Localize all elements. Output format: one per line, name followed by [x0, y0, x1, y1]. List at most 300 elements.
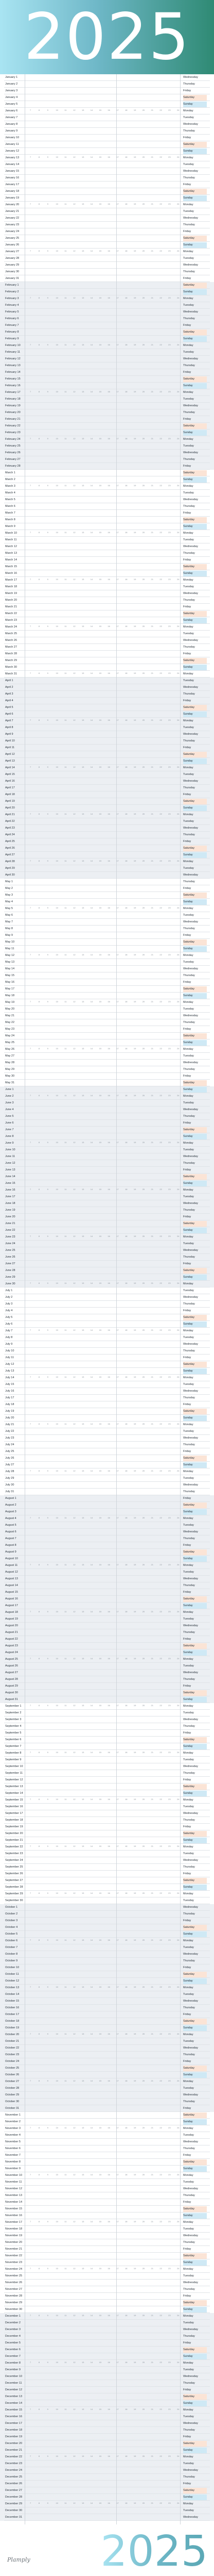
weekday-label: Thursday — [183, 786, 195, 789]
day-date-label: August 28 — [5, 1678, 18, 1681]
day-row — [0, 376, 214, 383]
day-row — [0, 483, 214, 490]
hour-tick: 13 — [81, 906, 84, 909]
weekday-label: Friday — [183, 2154, 191, 2157]
hour-tick: 21 — [151, 813, 153, 815]
hour-tick: 22 — [159, 2502, 162, 2504]
hour-ticks — [30, 2079, 180, 2083]
day-row — [0, 2152, 214, 2159]
hour-tick: 11 — [64, 531, 67, 534]
hour-tick: 15 — [99, 1610, 102, 1613]
hour-tick: 12 — [73, 1094, 76, 1097]
hour-tick: 8 — [38, 906, 40, 909]
day-row — [0, 610, 214, 617]
weekday-label: Friday — [183, 887, 191, 890]
hour-tick: 16 — [108, 437, 110, 440]
day-date-label: December 11 — [5, 2382, 22, 2385]
day-date-label: January 19 — [5, 196, 20, 200]
hour-tick: 21 — [151, 531, 153, 534]
hour-tick: 8 — [38, 296, 40, 299]
day-date-label: July 23 — [5, 1436, 14, 1440]
day-row — [0, 2025, 214, 2032]
weekday-label: Wednesday — [183, 2516, 198, 2519]
hour-tick: 13 — [81, 1516, 84, 1519]
day-date-label: October 22 — [5, 2046, 20, 2050]
hour-tick: 13 — [81, 484, 84, 487]
hour-tick: 24 — [177, 2455, 180, 2457]
weekday-label: Thursday — [183, 505, 195, 508]
day-row — [0, 349, 214, 356]
day-date-label: July 4 — [5, 1309, 13, 1312]
hour-tick: 13 — [81, 1141, 84, 1144]
hour-tick: 10 — [56, 531, 58, 534]
hour-tick: 19 — [133, 672, 136, 674]
day-date-label: May 12 — [5, 954, 15, 957]
hour-tick: 18 — [125, 766, 128, 768]
day-row — [0, 456, 214, 463]
hour-tick: 21 — [151, 156, 153, 158]
day-row — [0, 2186, 214, 2192]
day-date-label: November 3 — [5, 2127, 21, 2130]
weekday-label: Sunday — [183, 2025, 207, 2031]
day-row — [0, 738, 214, 745]
hour-tick: 14 — [90, 1845, 93, 1847]
day-date-label: August 9 — [5, 1550, 16, 1554]
hour-tick: 7 — [30, 1423, 31, 1425]
hour-tick: 21 — [151, 296, 153, 299]
hour-tick: 9 — [47, 531, 48, 534]
hour-tick: 10 — [56, 1986, 58, 1988]
hour-tick: 23 — [168, 484, 171, 487]
weekday-label: Saturday — [183, 1784, 207, 1790]
hour-tick: 24 — [177, 1235, 180, 1237]
hour-tick: 16 — [108, 2267, 110, 2270]
day-row — [0, 2119, 214, 2125]
hour-tick: 15 — [99, 1235, 102, 1237]
hour-tick: 15 — [99, 1000, 102, 1003]
day-date-label: July 26 — [5, 1457, 14, 1460]
day-row — [0, 657, 214, 664]
day-date-label: March 15 — [5, 565, 17, 568]
day-date-label: January 10 — [5, 136, 20, 139]
weekday-label: Sunday — [183, 1134, 207, 1140]
hour-tick: 24 — [177, 1798, 180, 1801]
hour-tick: 8 — [38, 1282, 40, 1284]
day-row — [0, 959, 214, 966]
hour-tick: 10 — [56, 1610, 58, 1613]
hour-tick: 8 — [38, 2126, 40, 2129]
hour-tick: 14 — [90, 953, 93, 956]
day-row — [0, 2038, 214, 2045]
day-row — [0, 1401, 214, 1408]
hour-tick: 10 — [56, 1188, 58, 1191]
day-date-label: February 27 — [5, 458, 21, 461]
weekday-label: Saturday — [183, 2488, 207, 2494]
hour-tick: 12 — [73, 1657, 76, 1660]
hour-tick: 24 — [177, 1892, 180, 1894]
hour-tick: 22 — [159, 860, 162, 862]
day-row — [0, 1200, 214, 1207]
hour-tick: 22 — [159, 2220, 162, 2223]
hour-tick: 19 — [133, 2455, 136, 2457]
weekday-label: Thursday — [183, 1396, 195, 1399]
weekday-label: Wednesday — [183, 1390, 198, 1393]
day-date-label: August 16 — [5, 1597, 18, 1600]
hour-tick: 11 — [64, 1329, 67, 1331]
hour-tick: 22 — [159, 203, 162, 205]
day-date-label: October 8 — [5, 1953, 18, 1956]
hour-tick: 14 — [90, 1657, 93, 1660]
hour-tick: 24 — [177, 296, 180, 299]
day-row — [0, 1247, 214, 1254]
hour-tick: 18 — [125, 1798, 128, 1801]
hour-ticks — [30, 1563, 180, 1566]
hour-tick: 19 — [133, 2502, 136, 2504]
day-date-label: December 31 — [5, 2516, 23, 2519]
weekday-label: Sunday — [183, 2448, 207, 2453]
weekday-label: Tuesday — [183, 1524, 194, 1527]
day-row — [0, 1757, 214, 1763]
hour-tick: 24 — [177, 250, 180, 252]
day-date-label: September 16 — [5, 1805, 23, 1808]
day-row — [0, 537, 214, 543]
day-date-label: January 12 — [5, 150, 20, 153]
hour-tick: 23 — [168, 813, 171, 815]
hour-tick: 21 — [151, 860, 153, 862]
hour-ticks — [30, 296, 180, 300]
day-date-label: January 14 — [5, 163, 20, 166]
hour-tick: 7 — [30, 2173, 31, 2176]
hour-tick: 21 — [151, 1751, 153, 1754]
hour-ticks — [30, 1704, 180, 1707]
hour-tick: 7 — [30, 2079, 31, 2082]
hour-tick: 21 — [151, 1939, 153, 1941]
day-date-label: January 26 — [5, 243, 20, 246]
day-date-label: December 25 — [5, 2475, 23, 2479]
hour-tick: 24 — [177, 672, 180, 674]
hour-tick: 9 — [47, 2361, 48, 2364]
hour-tick: 13 — [81, 1704, 84, 1707]
hour-tick: 8 — [38, 2502, 40, 2504]
hour-tick: 18 — [125, 625, 128, 628]
hour-tick: 16 — [108, 1047, 110, 1050]
hour-tick: 22 — [159, 1094, 162, 1097]
hour-tick: 20 — [142, 1282, 145, 1284]
day-date-label: October 2 — [5, 1912, 18, 1916]
hour-tick: 7 — [30, 860, 31, 862]
hour-tick: 20 — [142, 484, 145, 487]
day-date-label: July 10 — [5, 1349, 14, 1352]
hour-tick: 14 — [90, 1751, 93, 1754]
day-date-label: February 13 — [5, 364, 21, 367]
day-row — [0, 1267, 214, 1274]
hour-tick: 18 — [125, 1516, 128, 1519]
hour-tick: 7 — [30, 578, 31, 581]
day-row — [0, 711, 214, 718]
weekday-label: Tuesday — [183, 538, 194, 541]
hour-tick: 23 — [168, 1892, 171, 1894]
column-divider-right — [180, 74, 181, 2524]
hour-tick: 20 — [142, 2455, 145, 2457]
weekday-label: Saturday — [183, 752, 207, 757]
hour-tick: 19 — [133, 1469, 136, 1472]
hour-tick: 18 — [125, 1939, 128, 1941]
hour-tick: 7 — [30, 1469, 31, 1472]
day-row — [0, 1462, 214, 1468]
day-row — [0, 1817, 214, 1824]
day-date-label: March 14 — [5, 558, 17, 562]
hour-tick: 15 — [99, 625, 102, 628]
hour-tick: 18 — [125, 1704, 128, 1707]
hour-tick: 10 — [56, 1376, 58, 1378]
weekday-label: Tuesday — [183, 2509, 194, 2512]
weekday-label: Wednesday — [183, 1624, 198, 1627]
hour-tick: 23 — [168, 2361, 171, 2364]
day-row — [0, 604, 214, 610]
hour-tick: 14 — [90, 1141, 93, 1144]
hour-tick: 17 — [116, 2033, 119, 2035]
day-row — [0, 1897, 214, 1904]
weekday-label: Friday — [183, 934, 191, 937]
hour-tick: 15 — [99, 203, 102, 205]
hour-tick: 14 — [90, 2220, 93, 2223]
weekday-label: Sunday — [183, 2072, 207, 2078]
hour-tick: 23 — [168, 1657, 171, 1660]
hour-tick: 10 — [56, 719, 58, 721]
hour-tick: 7 — [30, 1516, 31, 1519]
day-date-label: October 30 — [5, 2100, 20, 2103]
hour-tick: 16 — [108, 343, 110, 346]
hour-tick: 11 — [64, 1798, 67, 1801]
hour-ticks — [30, 2033, 180, 2036]
day-row — [0, 1763, 214, 1770]
day-row — [0, 1428, 214, 1435]
hour-tick: 23 — [168, 1188, 171, 1191]
hour-tick: 18 — [125, 203, 128, 205]
day-date-label: November 15 — [5, 2207, 23, 2210]
hour-tick: 24 — [177, 1141, 180, 1144]
weekday-label: Monday — [183, 1282, 193, 1285]
weekday-label: Sunday — [183, 1697, 207, 1703]
hour-tick: 24 — [177, 1704, 180, 1707]
day-date-label: December 5 — [5, 2341, 21, 2344]
hour-tick: 11 — [64, 2361, 67, 2364]
hour-tick: 24 — [177, 1469, 180, 1472]
hour-tick: 21 — [151, 1329, 153, 1331]
day-row — [0, 1784, 214, 1790]
hour-tick: 19 — [133, 719, 136, 721]
day-row — [0, 2494, 214, 2501]
hour-tick: 21 — [151, 1047, 153, 1050]
day-row — [0, 2192, 214, 2199]
hour-tick: 8 — [38, 1469, 40, 1472]
weekday-label: Friday — [183, 465, 191, 468]
hour-tick: 12 — [73, 390, 76, 393]
day-date-label: September 18 — [5, 1819, 23, 1822]
hour-tick: 14 — [90, 2126, 93, 2129]
day-date-label: August 8 — [5, 1544, 16, 1547]
day-row — [0, 148, 214, 155]
weekday-label: Friday — [183, 1825, 191, 1828]
day-date-label: February 19 — [5, 404, 21, 407]
hour-tick: 21 — [151, 1563, 153, 1566]
weekday-label: Sunday — [183, 524, 207, 530]
day-date-label: November 17 — [5, 2221, 23, 2224]
hour-tick: 22 — [159, 1563, 162, 1566]
day-date-label: October 28 — [5, 2087, 20, 2090]
weekday-label: Thursday — [183, 1959, 195, 1962]
day-row — [0, 1127, 214, 1133]
day-date-label: May 21 — [5, 1014, 15, 1017]
day-date-label: May 28 — [5, 1061, 15, 1064]
weekday-label: Wednesday — [183, 733, 198, 736]
hour-tick: 17 — [116, 1047, 119, 1050]
day-row — [0, 175, 214, 181]
day-date-label: January 9 — [5, 129, 18, 133]
hour-tick: 21 — [151, 1657, 153, 1660]
day-row — [0, 1308, 214, 1314]
weekday-label: Friday — [183, 1075, 191, 1078]
day-date-label: January 13 — [5, 156, 20, 159]
day-row — [0, 1355, 214, 1361]
day-date-label: July 28 — [5, 1470, 14, 1473]
day-row — [0, 1737, 214, 1743]
day-date-label: November 27 — [5, 2288, 23, 2291]
hour-tick: 17 — [116, 484, 119, 487]
hour-tick: 7 — [30, 1845, 31, 1847]
hour-tick: 19 — [133, 578, 136, 581]
weekday-label: Friday — [183, 371, 191, 374]
hour-tick: 22 — [159, 2455, 162, 2457]
hour-tick: 8 — [38, 1845, 40, 1847]
weekday-label: Saturday — [183, 95, 207, 101]
day-row — [0, 436, 214, 443]
weekday-label: Monday — [183, 2221, 193, 2224]
day-row — [0, 1348, 214, 1355]
weekday-label: Thursday — [183, 880, 195, 883]
day-date-label: December 12 — [5, 2388, 23, 2391]
hour-tick: 9 — [47, 1751, 48, 1754]
day-date-label: July 2 — [5, 1296, 13, 1299]
weekday-label: Sunday — [183, 2307, 207, 2313]
day-date-label: May 3 — [5, 894, 13, 897]
hour-tick: 22 — [159, 343, 162, 346]
day-date-label: December 13 — [5, 2395, 23, 2398]
weekday-label: Saturday — [183, 1831, 207, 1837]
hour-tick: 23 — [168, 2173, 171, 2176]
hour-tick: 20 — [142, 1094, 145, 1097]
day-row — [0, 2239, 214, 2246]
hour-tick: 18 — [125, 484, 128, 487]
hour-tick: 9 — [47, 2033, 48, 2035]
hour-tick: 12 — [73, 1798, 76, 1801]
hour-tick: 17 — [116, 1423, 119, 1425]
day-row — [0, 2045, 214, 2052]
day-row — [0, 1321, 214, 1328]
hour-ticks — [30, 578, 180, 581]
hour-tick: 22 — [159, 296, 162, 299]
hour-tick: 19 — [133, 203, 136, 205]
hour-tick: 20 — [142, 1047, 145, 1050]
day-date-label: December 22 — [5, 2455, 23, 2458]
hour-tick: 16 — [108, 860, 110, 862]
hour-tick: 24 — [177, 1376, 180, 1378]
hour-tick: 11 — [64, 203, 67, 205]
hour-ticks — [30, 1610, 180, 1613]
day-row — [0, 2226, 214, 2233]
hour-tick: 23 — [168, 156, 171, 158]
hour-tick: 10 — [56, 1282, 58, 1284]
hour-tick: 8 — [38, 1000, 40, 1003]
hour-tick: 16 — [108, 1986, 110, 1988]
hour-tick: 21 — [151, 2314, 153, 2317]
hour-tick: 24 — [177, 906, 180, 909]
hour-tick: 16 — [108, 625, 110, 628]
hour-tick: 18 — [125, 2361, 128, 2364]
weekday-label: Friday — [183, 2482, 191, 2485]
day-row — [0, 510, 214, 517]
hour-tick: 11 — [64, 250, 67, 252]
hour-tick: 18 — [125, 2408, 128, 2410]
hour-tick: 15 — [99, 2502, 102, 2504]
hour-tick: 14 — [90, 719, 93, 721]
hour-tick: 15 — [99, 578, 102, 581]
day-row — [0, 1877, 214, 1884]
hour-tick: 17 — [116, 2502, 119, 2504]
day-row — [0, 1241, 214, 1247]
weekday-label: Monday — [183, 1188, 193, 1192]
day-row — [0, 2219, 214, 2226]
hour-tick: 17 — [116, 1610, 119, 1613]
hour-tick: 10 — [56, 1751, 58, 1754]
hour-tick: 20 — [142, 1751, 145, 1754]
weekday-label: Saturday — [183, 658, 207, 664]
day-date-label: January 4 — [5, 96, 18, 99]
day-row — [0, 1174, 214, 1180]
weekday-label: Tuesday — [183, 398, 194, 401]
hour-tick: 18 — [125, 1657, 128, 1660]
hour-tick: 21 — [151, 672, 153, 674]
day-row — [0, 1509, 214, 1515]
day-row — [0, 2434, 214, 2440]
hour-tick: 20 — [142, 1563, 145, 1566]
day-row — [0, 818, 214, 825]
day-date-label: June 17 — [5, 1195, 15, 1198]
day-date-label: April 11 — [5, 746, 15, 749]
hour-tick: 13 — [81, 531, 84, 534]
day-date-label: June 23 — [5, 1235, 15, 1239]
hour-tick: 22 — [159, 1141, 162, 1144]
hour-tick: 21 — [151, 766, 153, 768]
weekday-label: Wednesday — [183, 592, 198, 595]
hour-tick: 15 — [99, 860, 102, 862]
weekday-label: Thursday — [183, 1021, 195, 1024]
hour-tick: 12 — [73, 906, 76, 909]
hour-tick: 19 — [133, 2126, 136, 2129]
hour-tick: 23 — [168, 578, 171, 581]
weekday-label: Sunday — [183, 1322, 207, 1327]
day-row — [0, 2353, 214, 2360]
hour-tick: 10 — [56, 2220, 58, 2223]
hour-tick: 23 — [168, 437, 171, 440]
hour-tick: 9 — [47, 906, 48, 909]
weekday-label: Wednesday — [183, 310, 198, 313]
day-row — [0, 590, 214, 597]
day-date-label: October 19 — [5, 2026, 20, 2029]
hour-tick: 7 — [30, 1986, 31, 1988]
day-date-label: August 23 — [5, 1644, 18, 1647]
hour-tick: 20 — [142, 2408, 145, 2410]
